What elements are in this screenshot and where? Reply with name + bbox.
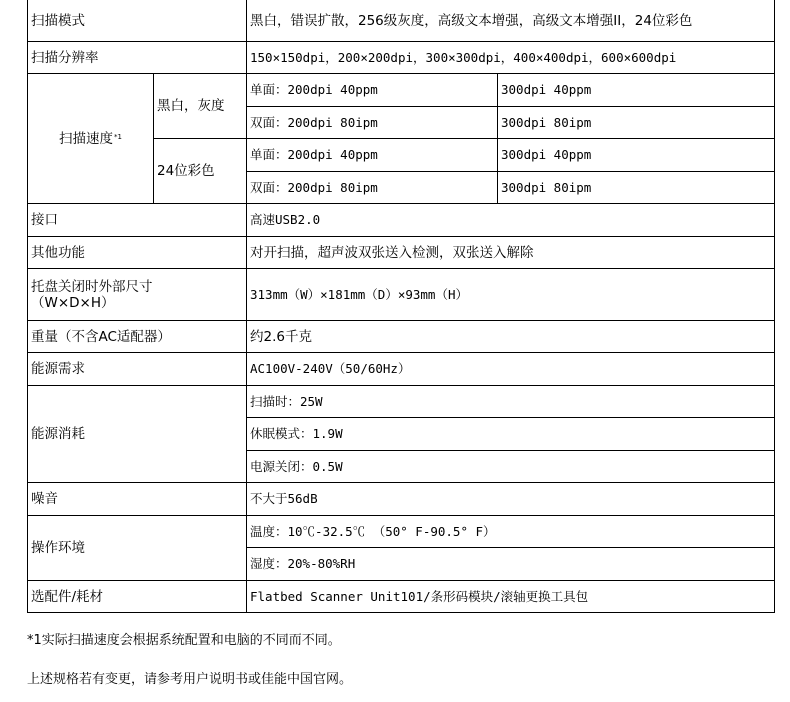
noise-value: 不大于56dB (247, 483, 775, 516)
row-scan-mode (28, 0, 775, 42)
temperature-value: 温度：10℃-32.5℃ （50° F-90.5° F） (247, 516, 775, 548)
row-power-supply (28, 353, 775, 386)
resolution-value: 150×150dpi，200×200dpi，300×300dpi，400×400dpi，600×600dpi (247, 42, 775, 74)
power-supply-value: AC100V-240V（50/60Hz） (247, 353, 775, 386)
interface-label: 接口 (28, 204, 247, 237)
power-supply-label: 能源需求 (28, 353, 247, 386)
power-scanning-value: 扫描时：25W (247, 386, 775, 418)
speed-bw-gray-label: 黑白，灰度 (154, 74, 247, 139)
speed-bw-duplex-a: 双面：200dpi 80ipm (247, 107, 498, 139)
dimensions-label-cell (28, 269, 247, 321)
power-off-value: 电源关闭：0.5W (247, 451, 775, 483)
other-functions-value: 对开扫描，超声波双张送入检测，双张送入解除 (247, 237, 775, 269)
weight-label: 重量（不含AC适配器） (28, 321, 247, 353)
row-interface (28, 204, 775, 237)
speed-color-simplex-a: 单面：200dpi 40ppm (247, 139, 498, 172)
options-label: 选配件/耗材 (28, 581, 247, 613)
scan-mode-value: 黑白，错误扩散，256级灰度，高级文本增强，高级文本增强II，24位彩色 (247, 0, 775, 42)
dimensions-label-wdh: （W×D×H） (31, 294, 115, 311)
other-functions-label: 其他功能 (28, 237, 247, 269)
resolution-label: 扫描分辨率 (28, 42, 247, 74)
speed-bw-simplex-b: 300dpi 40ppm (498, 74, 775, 107)
options-value: Flatbed Scanner Unit101/条形码模块/滚轴更换工具包 (247, 581, 775, 613)
speed-color-duplex-a: 双面：200dpi 80ipm (247, 172, 498, 204)
row-noise (28, 483, 775, 516)
row-speed-bw-simplex (28, 74, 775, 107)
speed-color-simplex-b: 300dpi 40ppm (498, 139, 775, 172)
disclaimer-text: 上述规格若有变更，请参考用户说明书或佳能中国官网。 (27, 672, 353, 687)
environment-label: 操作环境 (28, 516, 247, 581)
dimensions-value: 313mm（W）×181mm（D）×93mm（H） (247, 269, 775, 321)
scan-mode-label: 扫描模式 (28, 0, 247, 42)
weight-value: 约2.6千克 (247, 321, 775, 353)
speed-color-label: 24位彩色 (154, 139, 247, 204)
row-resolution (28, 42, 775, 74)
spec-table (27, 0, 775, 613)
row-power-scanning (28, 386, 775, 418)
scan-speed-label: 扫描速度 (59, 130, 114, 147)
noise-label: 噪音 (28, 483, 247, 516)
interface-value: 高速USB2.0 (247, 204, 775, 237)
humidity-value: 湿度：20%-80%RH (247, 548, 775, 581)
scan-speed-label-cell (28, 74, 154, 204)
row-options (28, 581, 775, 613)
speed-bw-duplex-b: 300dpi 80ipm (498, 107, 775, 139)
row-dimensions (28, 269, 775, 321)
footnote-text: *1实际扫描速度会根据系统配置和电脑的不同而不同。 (27, 633, 341, 648)
dimensions-label: 托盘关闭时外部尺寸 (31, 278, 153, 295)
row-weight (28, 321, 775, 353)
footnote-mark: *1 (114, 132, 122, 141)
speed-bw-simplex-a: 单面：200dpi 40ppm (247, 74, 498, 107)
speed-color-duplex-b: 300dpi 80ipm (498, 172, 775, 204)
row-env-temperature (28, 516, 775, 548)
row-other-functions (28, 237, 775, 269)
power-sleep-value: 休眠模式：1.9W (247, 418, 775, 451)
power-consumption-label: 能源消耗 (28, 386, 247, 483)
